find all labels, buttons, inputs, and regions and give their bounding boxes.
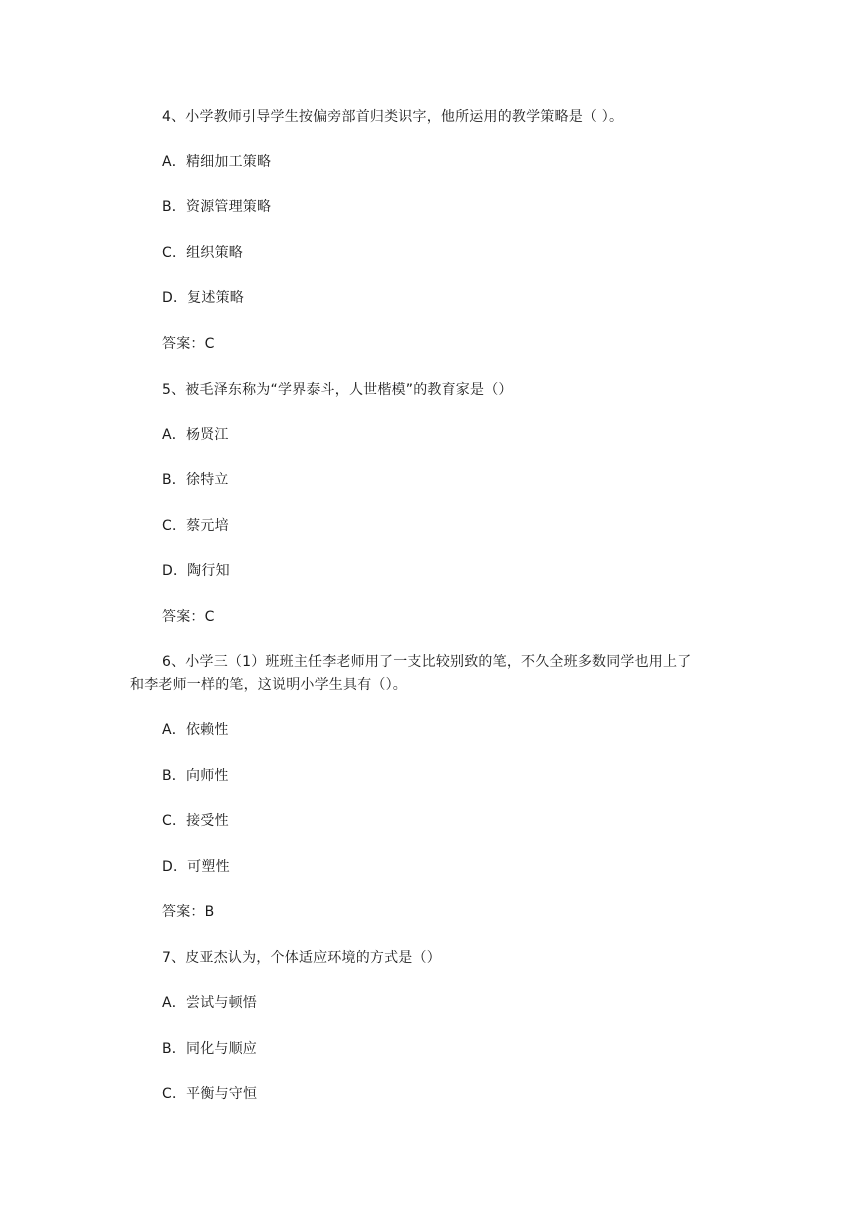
- question-6-stem-line-2: 和李老师一样的笔，这说明小学生具有（）。: [130, 677, 407, 693]
- question-5-option-b: B．徐特立: [162, 472, 229, 488]
- question-6-option-a: A．依赖性: [162, 722, 229, 738]
- question-7-option-c: C．平衡与守恒: [162, 1086, 258, 1102]
- question-6-answer: 答案：B: [162, 904, 215, 920]
- question-5-option-a: A．杨贤江: [162, 427, 229, 443]
- question-7-option-b: B．同化与顺应: [162, 1041, 258, 1057]
- question-5-option-c: C．蔡元培: [162, 518, 229, 534]
- question-4-option-c: C．组织策略: [162, 245, 243, 261]
- question-6-stem-line-1: 6、小学三（1）班班主任李老师用了一支比较别致的笔，不久全班多数同学也用上了: [162, 654, 692, 670]
- question-7-stem: 7、皮亚杰认为，个体适应环境的方式是（）: [162, 950, 441, 966]
- question-4-option-a: A．精细加工策略: [162, 154, 272, 170]
- question-4-option-b: B．资源管理策略: [162, 199, 272, 215]
- question-7-option-a: A．尝试与顿悟: [162, 995, 257, 1011]
- question-5-option-d: D．陶行知: [162, 563, 230, 579]
- question-5-answer: 答案：C: [162, 609, 215, 625]
- question-4-option-d: D．复述策略: [162, 290, 244, 306]
- question-4-answer: 答案：C: [162, 336, 215, 352]
- question-6-option-d: D．可塑性: [162, 859, 230, 875]
- question-6-option-b: B．向师性: [162, 768, 229, 784]
- question-5-stem: 5、被毛泽东称为“学界泰斗，人世楷模”的教育家是（）: [162, 382, 513, 398]
- question-4-stem: 4、小学教师引导学生按偏旁部首归类识字，他所运用的教学策略是（ ）。: [162, 109, 624, 125]
- question-6-option-c: C．接受性: [162, 813, 229, 829]
